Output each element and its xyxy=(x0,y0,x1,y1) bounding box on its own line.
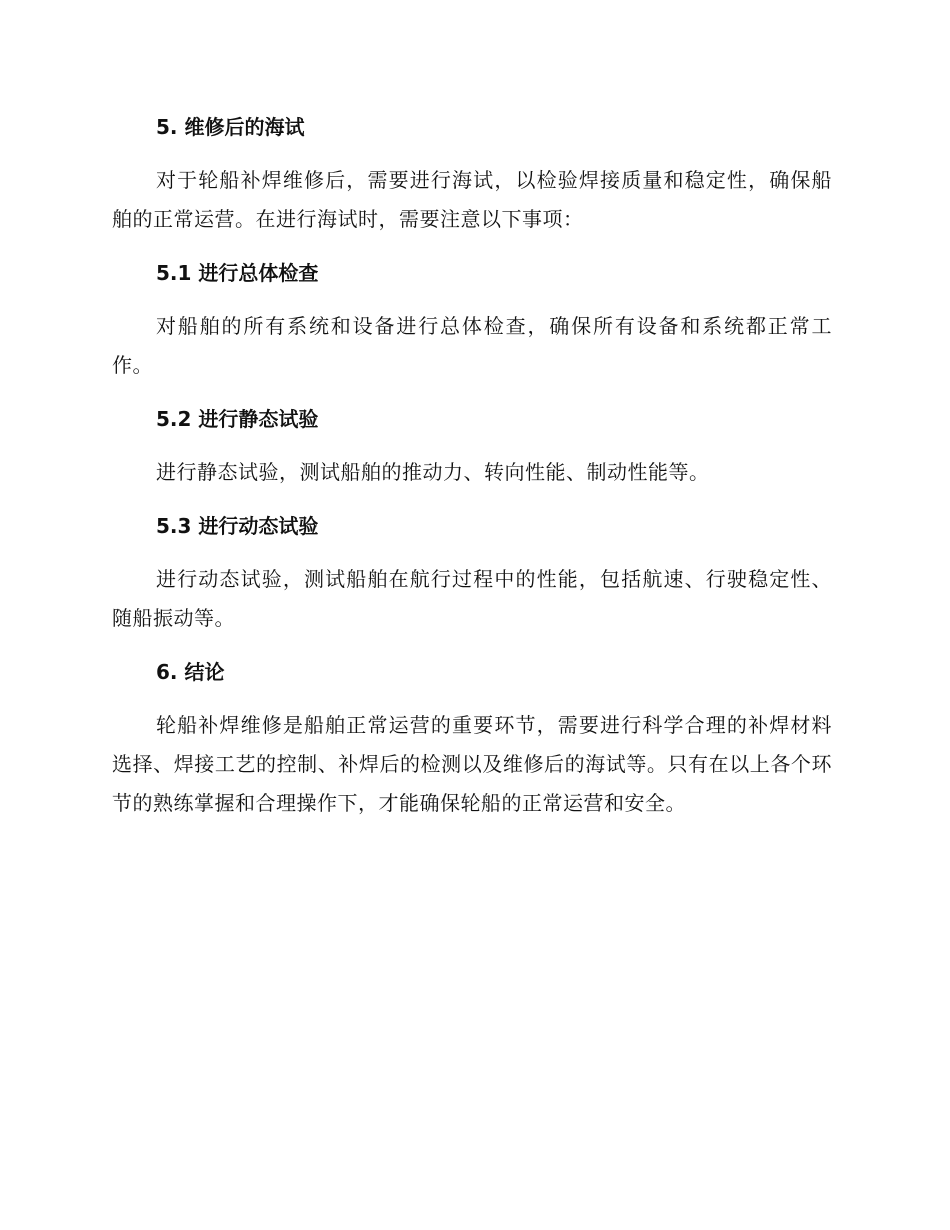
section-5-2-heading: 5.2 进行静态试验 xyxy=(156,407,319,431)
section-6-text: 轮船补焊维修是船舶正常运营的重要环节，需要进行科学合理的补焊材料选择、焊接工艺的控制、补焊后的检测以及维修后的海试等。只有在以上各个环节的熟练掌握和合理操作下，才能确保轮船的正常运营和安全。 xyxy=(112,713,832,815)
section-5-1-text: 对船舶的所有系统和设备进行总体检查，确保所有设备和系统都正常工作。 xyxy=(112,314,832,377)
section-5-3-heading: 5.3 进行动态试验 xyxy=(156,514,319,538)
section-5-3-text: 进行动态试验，测试船舶在航行过程中的性能，包括航速、行驶稳定性、随船振动等。 xyxy=(112,567,832,630)
section-5-intro: 对于轮船补焊维修后，需要进行海试，以检验焊接质量和稳定性，确保船舶的正常运营。在进行海试时，需要注意以下事项： xyxy=(112,168,832,231)
section-6-heading: 6. 结论 xyxy=(156,660,225,684)
section-5-heading: 5. 维修后的海试 xyxy=(156,115,305,139)
document-content xyxy=(112,108,832,838)
section-5-1-heading: 5.1 进行总体检查 xyxy=(156,261,319,285)
section-5-2-text: 进行静态试验，测试船舶的推动力、转向性能、制动性能等。 xyxy=(156,460,710,484)
